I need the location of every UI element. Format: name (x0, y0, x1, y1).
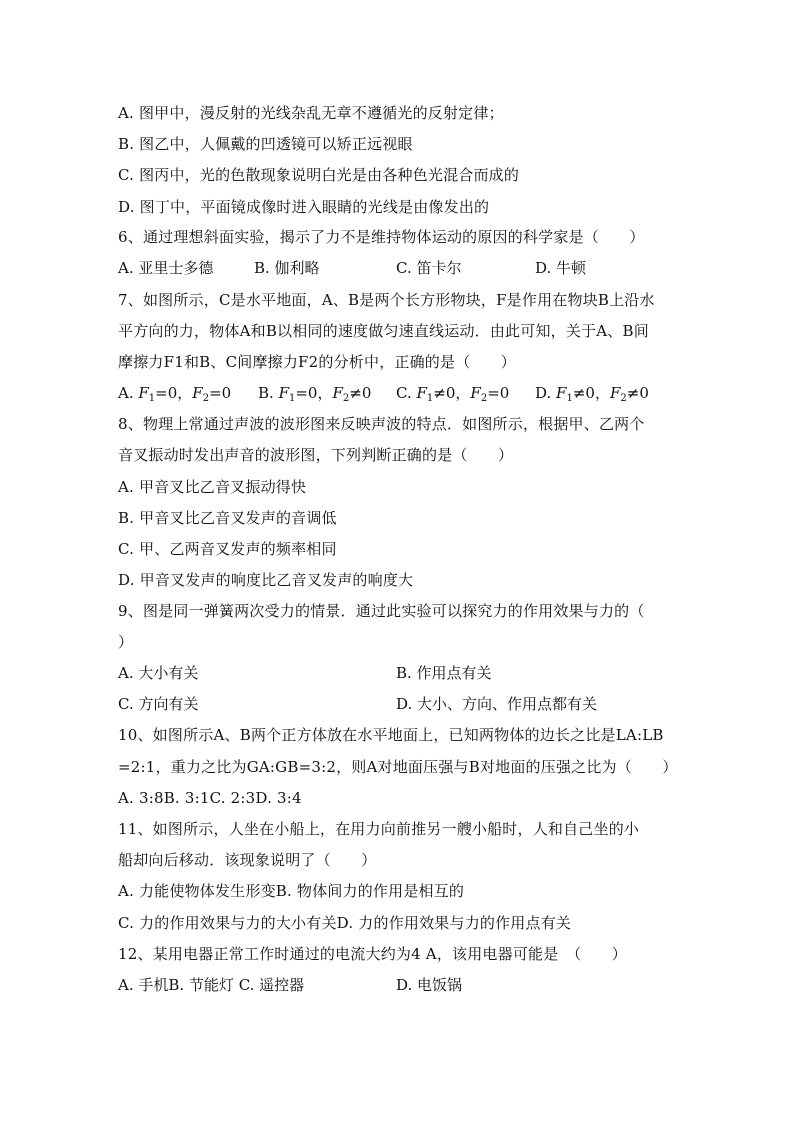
q11-options-cd: C. 力的作用效果与力的大小有关D. 力的作用效果与力的作用点有关 (118, 914, 572, 932)
q8-option-d: D. 甲音叉发声的响度比乙音叉发声的响度大 (118, 571, 414, 589)
q7-option-b (258, 383, 371, 403)
force-symbol: F (138, 384, 149, 402)
relation: ≠0， (572, 384, 610, 402)
q9-option-b: B. 作用点有关 (396, 664, 492, 682)
q10-stem-line-1: 10、如图所示A、B两个正方体放在水平地面上，已知两物体的边长之比是LA:LB (118, 726, 664, 744)
force-symbol: F (556, 384, 567, 402)
q7-option-d-letter: D. (535, 384, 557, 402)
subscript: 1 (426, 393, 434, 404)
q8-option-b: B. 甲音叉比乙音叉发声的音调低 (118, 509, 337, 527)
q11-stem-line-2: 船却向后移动．该现象说明了（ ） (118, 851, 377, 869)
q7-option-b-letter: B. (258, 384, 279, 402)
subscript: 2 (202, 393, 210, 404)
q5-option-b: B. 图乙中，人佩戴的凹透镜可以矫正远视眼 (118, 135, 413, 153)
q12-stem: 12、某用电器正常工作时通过的电流大约为4 A，该用电器可能是 （ ） (118, 945, 627, 963)
q5-option-d: D. 图丁中，平面镜成像时进入眼睛的光线是由像发出的 (118, 198, 490, 216)
q8-option-a: A. 甲音叉比乙音叉振动得快 (118, 478, 307, 496)
q7-stem-line-3: 摩擦力F1和B、C间摩擦力F2的分析中，正确的是（ ） (118, 353, 517, 371)
q12-option-d: D. 电饭锅 (396, 976, 463, 994)
q6-option-c: C. 笛卡尔 (396, 259, 462, 277)
q5-option-c: C. 图丙中，光的色散现象说明白光是由各种色光混合而成的 (118, 166, 520, 184)
q7-option-c-letter: C. (396, 384, 417, 402)
subscript: 1 (566, 393, 573, 404)
q5-option-a: A. 图甲中，漫反射的光线杂乱无章不遵循光的反射定律； (118, 104, 504, 122)
q8-stem-line-2: 音叉振动时发出声音的波形图，下列判断正确的是（ ） (118, 446, 514, 464)
q8-option-c: C. 甲、乙两音叉发声的频率相同 (118, 540, 337, 558)
subscript: 2 (480, 393, 488, 404)
force-symbol: F (332, 384, 343, 402)
q9-option-d: D. 大小、方向、作用点都有关 (396, 695, 598, 713)
subscript: 2 (620, 393, 627, 404)
relation: =0， (155, 384, 193, 402)
q12-options-abc: A. 手机B. 节能灯 C. 遥控器 (118, 976, 305, 994)
q11-stem-line-1: 11、如图所示，人坐在小船上，在用力向前推另一艘小船时，人和自己坐的小 (118, 820, 640, 838)
force-symbol: F (416, 384, 427, 402)
q7-option-d (535, 383, 649, 403)
subscript: 1 (288, 393, 296, 404)
force-symbol: F (609, 384, 621, 402)
q10-options: A. 3:8B. 3:1C. 2:3D. 3:4 (118, 789, 302, 807)
relation: ≠0 (626, 384, 649, 402)
relation: ≠0， (433, 384, 471, 402)
relation: =0， (295, 384, 333, 402)
subscript: 2 (342, 393, 350, 404)
q9-stem-line-1: 9、图是同一弹簧两次受力的情景．通过此实验可以探究力的作用效果与力的（ (118, 602, 645, 620)
q9-option-a: A. 大小有关 (118, 664, 199, 682)
q6-option-a: A. 亚里士多德 (118, 259, 214, 277)
q7-option-c (396, 383, 509, 403)
force-symbol: F (470, 384, 481, 402)
relation: ≠0 (349, 384, 372, 402)
force-symbol: F (192, 384, 203, 402)
q7-stem-line-1: 7、如图所示，C是水平地面，A、B是两个长方形物块，F是作用在物块B上沿水 (118, 291, 655, 309)
relation: =0 (209, 384, 232, 402)
subscript: 1 (148, 393, 156, 404)
q7-option-a (118, 383, 231, 403)
force-symbol: F (278, 384, 289, 402)
q11-options-ab: A. 力能使物体发生形变B. 物体间力的作用是相互的 (118, 882, 465, 900)
q6-option-d: D. 牛顿 (535, 259, 587, 277)
q6-stem: 6、通过理想斜面实验，揭示了力不是维持物体运动的原因的科学家是（ ） (118, 228, 645, 246)
q7-stem-line-2: 平方向的力，物体A和B以相同的速度做匀速直线运动．由此可知，关于A、B间 (118, 322, 649, 340)
relation: =0 (487, 384, 510, 402)
q9-option-c: C. 方向有关 (118, 695, 199, 713)
q6-option-b: B. 伽利略 (254, 259, 320, 277)
q8-stem-line-1: 8、物理上常通过声波的波形图来反映声波的特点．如图所示，根据甲、乙两个 (118, 415, 645, 433)
q10-stem-line-2: =2:1，重力之比为GA:GB=3:2，则A对地面压强与B对地面的压强之比为（ ） (118, 758, 678, 776)
q9-stem-line-2: ） (118, 633, 134, 651)
q7-option-a-letter: A. (118, 384, 139, 402)
